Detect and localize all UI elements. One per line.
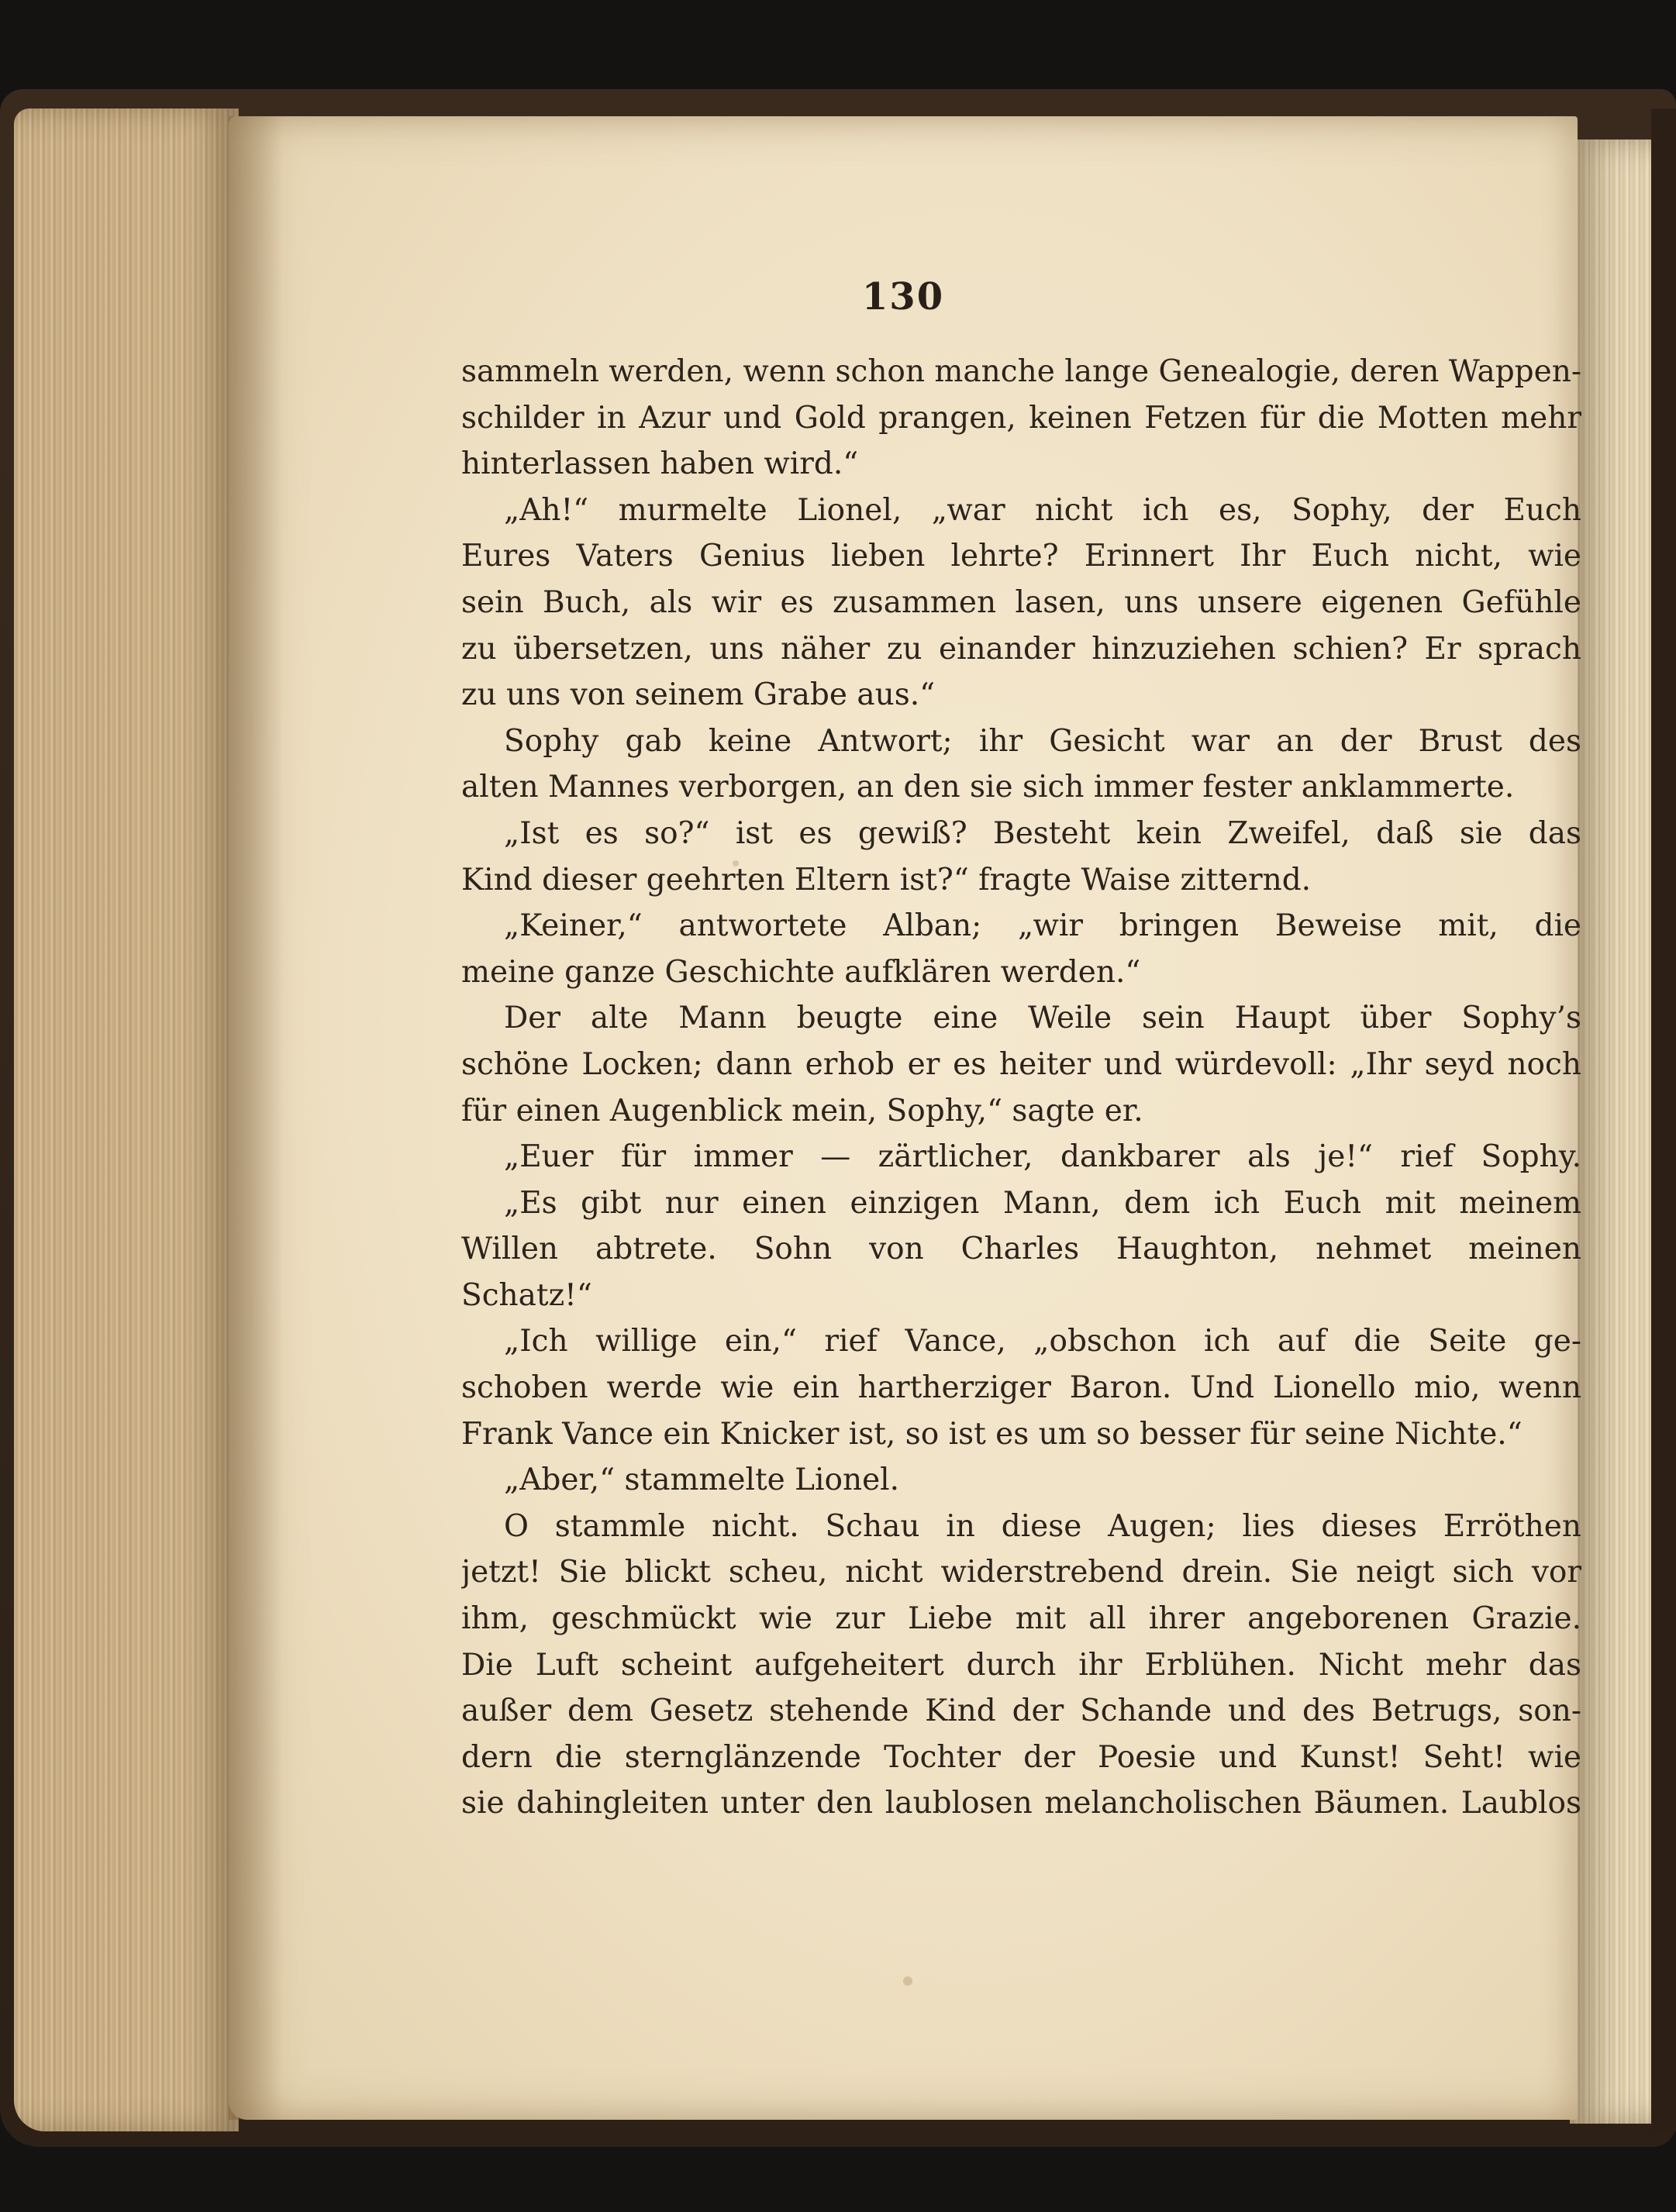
text-line: „Euer für immer — zärtlicher, dankbarer als je!“ rief Sophy. <box>504 1139 1581 1175</box>
text-line: Sophy gab keine Antwort; ihr Gesicht war an der Brust des <box>504 723 1581 759</box>
text-line: meine ganze Geschichte aufklären werden.“ <box>461 954 1141 990</box>
text-line: sein Buch, als wir es zusammen lasen, uns unsere eigenen Gefühle <box>461 584 1581 620</box>
text-line: schoben werde wie ein hartherziger Baron. Und Lionello mio, wenn <box>461 1370 1581 1406</box>
text-line: Kind dieser geehrten Eltern ist?“ fragte Waise zitternd. <box>461 862 1312 898</box>
text-line: schilder in Azur und Gold prangen, keinen Fetzen für die Motten mehr <box>461 400 1581 436</box>
text-line: dern die sternglänzende Tochter der Poesie und Kunst! Seht! wie <box>461 1739 1581 1775</box>
page-number: 130 <box>861 275 945 319</box>
page-edges-right <box>1570 140 1663 2124</box>
text-line: Der alte Mann beugte eine Weile sein Haupt über Sophy’s <box>504 1001 1581 1036</box>
text-line: für einen Augenblick mein, Sophy,“ sagte er. <box>461 1093 1143 1128</box>
text-line: sie dahingleiten unter den laublosen melancholischen Bäumen. Laublos <box>461 1786 1581 1821</box>
text-line: Schatz!“ <box>461 1277 592 1313</box>
text-line: „Es gibt nur einen einzigen Mann, dem ich Euch mit meinem <box>504 1185 1581 1221</box>
gutter-shadow <box>229 116 283 2120</box>
text-line: Frank Vance ein Knicker ist, so ist es um so besser für seine Nichte.“ <box>461 1416 1523 1452</box>
text-line: sammeln werden, wenn schon manche lange Genealogie, deren Wappen- <box>461 354 1581 389</box>
text-line: Eures Vaters Genius lieben lehrte? Erinnert Ihr Euch nicht, wie <box>461 539 1581 574</box>
text-line: O stammle nicht. Schau in diese Augen; lies dieses Erröthen <box>504 1508 1581 1544</box>
text-line: alten Mannes verborgen, an den sie sich immer fester anklammerte. <box>461 770 1515 805</box>
text-line: „Keiner,“ antwortete Alban; „wir bringen Beweise mit, die <box>504 908 1581 944</box>
text-line: hinterlassen haben wird.“ <box>461 446 859 482</box>
text-line: Willen abtrete. Sohn von Charles Haughton, nehmet meinen <box>461 1232 1581 1267</box>
text-line: jetzt! Sie blickt scheu, nicht widerstrebend drein. Sie neigt sich vor <box>461 1555 1581 1590</box>
text-line: „Ist es so?“ ist es gewiß? Besteht kein Zweifel, daß sie das <box>504 815 1581 851</box>
text-line: „Ah!“ murmelte Lionel, „war nicht ich es, Sophy, der Euch <box>504 492 1581 528</box>
text-line: zu uns von seinem Grabe aus.“ <box>461 677 936 713</box>
text-line: außer dem Gesetz stehende Kind der Schande und des Betrugs, son- <box>461 1693 1581 1729</box>
text-line: ihm, geschmückt wie zur Liebe mit all ihrer angeborenen Grazie. <box>461 1601 1581 1637</box>
text-line: zu übersetzen, uns näher zu einander hinzuziehen schien? Er sprach <box>461 631 1581 667</box>
text-line: „Aber,“ stammelte Lionel. <box>504 1463 900 1498</box>
text-line: schöne Locken; dann erhob er es heiter und würdevoll: „Ihr seyd noch <box>461 1046 1581 1082</box>
page-spot <box>903 1976 912 1986</box>
body-text <box>461 349 1581 1827</box>
cover-edge-right <box>1651 109 1676 2131</box>
text-line: „Ich willige ein,“ rief Vance, „obschon ich auf die Seite ge- <box>504 1324 1581 1359</box>
book-page <box>229 116 1581 2120</box>
page-edges-left <box>14 109 239 2131</box>
text-line: Die Luft scheint aufgeheitert durch ihr Erblühen. Nicht mehr das <box>461 1647 1581 1683</box>
